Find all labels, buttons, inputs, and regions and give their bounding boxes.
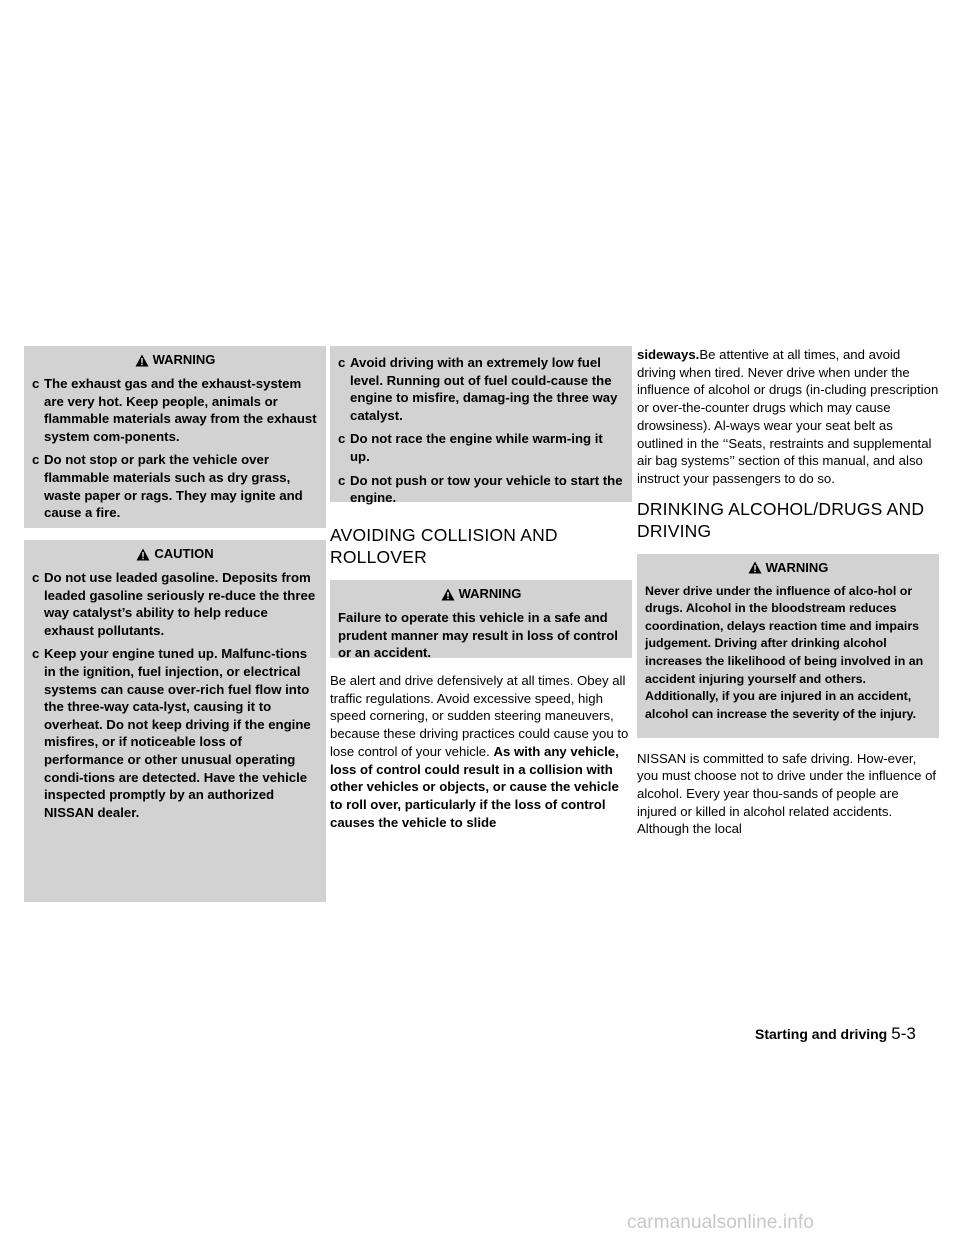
bullet-mark: c [338,355,346,370]
caution-box-continued [330,346,632,506]
list-item [338,430,624,465]
list-item-text: Do not use leaded gasoline. Deposits from leaded gasoline seriously re-duce the three way catalyst’s ability to help reduce exhaust pollutants. [44,570,316,638]
bullet-mark: c [32,452,40,468]
list-item [32,569,318,639]
warning-box-alcohol [637,554,939,738]
warning-label: WARNING [458,586,522,601]
list-item-text: The exhaust gas and the exhaust-system are very hot. Keep people, animals or flammable materials away from the exhaust system com-ponents. [44,376,317,444]
warning-triangle-icon [135,354,149,367]
column-2 [330,346,632,831]
list-item [338,472,624,507]
list-item [32,451,318,521]
bullet-mark: c [32,376,40,391]
body-paragraph: NISSAN is committed to safe driving. How-ever, you must choose not to drive under the influence of alcohol. Every year thou-sands of people are injured or killed in alcohol related accidents. Although the local [637,750,937,837]
list-item-text: Do not stop or park the vehicle over flammable materials such as dry grass, waste paper or rags. They may ignite and cause a fire. [44,452,303,521]
bullet-mark: c [338,431,346,447]
warning-title [32,351,318,369]
watermark: carmanualsonline.info [627,1212,814,1233]
warning-triangle-icon [441,588,455,601]
footer-section-title: Starting and driving [755,1026,888,1042]
bullet-mark: c [338,472,346,488]
list-item [32,375,318,445]
warning-box-exhaust [24,346,326,528]
warning-label: WARNING [152,352,216,367]
caution-box-catalyst [24,540,326,902]
warning-title [645,559,931,577]
section-heading-drinking: DRINKING ALCOHOL/DRUGS AND DRIVING [637,498,925,541]
paragraph-text: Be alert and drive defensively at all times. Obey all traffic regulations. Avoid excessive speed, high speed cornering, or sudden steering maneuvers, because these driving practices could cause you to lose control of your vehicle. [330,673,629,759]
caution-title [32,545,318,563]
paragraph-text: Be attentive at all times, and avoid driving when tired. Never drive when under the influence of alcohol or drugs (in-cluding prescription or over-the-counter drugs which may cause drowsiness). Al-ways wear your seat belt as outlined in the ‘‘Seats, restraints and supplemental air bag systems’’ section of this manual, and also instruct your passengers to do so. [637,347,939,486]
bullet-mark: c [32,570,40,585]
list-item-text: Do not push or tow your vehicle to start the engine. [350,472,623,506]
bullet-mark: c [32,646,40,662]
warning-box-collision [330,580,632,661]
page-number: 5-3 [891,1024,916,1043]
body-paragraph [637,346,939,488]
list-item-text: Keep your engine tuned up. Malfunc-tions in the ignition, fuel injection, or electrical systems can cause over-rich fuel flow into the three-way cata-lyst, causing it to overheat. Do not keep driving if the engine misfires, or if noticeable loss of performance or other unusual operating condi-tions are detected. Have the vehicle inspected promptly by an authorized NISSAN dealer. [44,646,311,820]
list-item-text: Avoid driving with an extremely low fuel level. Running out of fuel could-cause the engine to misfire, damag-ing the three way catalyst. [350,355,618,423]
warning-text: Never drive under the influence of alco-hol or drugs. Alcohol in the bloodstream reduces coordination, delays reaction time and impairs judgement. Driving after drinking alcohol increases the likelihood of being involved in an accident injuring yourself and others. Additionally, if you are injured in an accident, alcohol can increase the severity of the injury. [645,583,924,721]
caution-label: CAUTION [154,546,214,561]
paragraph-bold-text: As with any vehicle, loss of control could result in a collision with other vehicles or objects, or cause the vehicle to roll over, particularly if the loss of control causes the vehicle to slide [330,743,619,830]
caution-list-continued [338,354,624,507]
warning-list [32,375,318,522]
warning-title [338,585,624,603]
column-3 [637,346,939,838]
paragraph-bold-text: sideways. [637,347,700,362]
warning-triangle-icon [748,561,762,574]
list-item [32,645,318,821]
list-item-text: Do not race the engine while warm-ing it up. [350,431,603,464]
warning-label: WARNING [765,559,829,575]
list-item [338,354,624,424]
caution-list [32,569,318,821]
page-footer [755,1024,955,1044]
section-heading-collision: AVOIDING COLLISION AND ROLLOVER [330,525,558,567]
warning-triangle-icon [136,548,150,561]
warning-text: Failure to operate this vehicle in a safe and prudent manner may result in loss of control or an accident. [338,610,618,661]
body-paragraph [330,672,632,831]
column-1 [24,346,326,902]
